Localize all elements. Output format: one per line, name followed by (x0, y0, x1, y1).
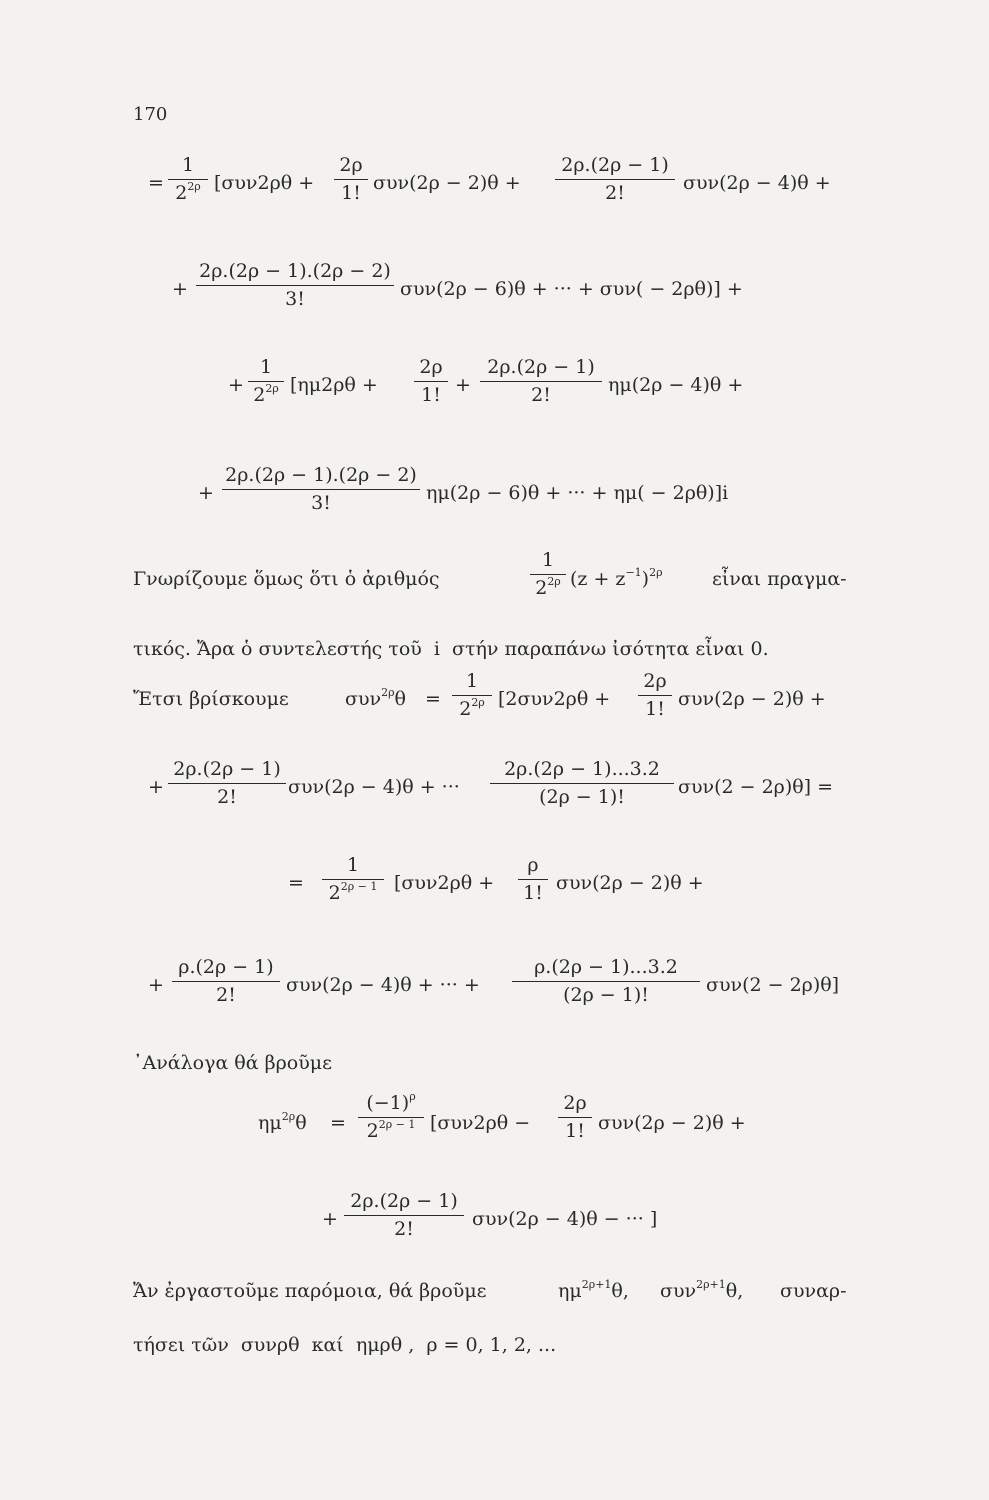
fraction: 2ρ 1! (638, 672, 672, 719)
fraction-1-over-2-2p: 1 $2^{2\rho}$ (530, 551, 566, 598)
expression-text: $\eta\mu^{2\rho}\theta$ (258, 1110, 307, 1134)
expression-text: συν(2 − 2ρ)θ] = (678, 776, 834, 798)
expression-text: ημ(2ρ − 6)θ + ··· + ημ( − 2ρθ)]i (426, 482, 729, 504)
expression-text: [συν2ρθ + (394, 872, 495, 894)
fraction: ρ 1! (518, 856, 548, 903)
plus-sign: + (148, 974, 164, 996)
fraction-1-over-2-2p: 1 $2^{2\rho}$ (168, 156, 208, 203)
plus-sign: + (322, 1208, 338, 1230)
equals-sign: = (330, 1112, 346, 1134)
expression-text: συν(2ρ − 2)θ + (556, 872, 704, 894)
fraction-1-over-2-2p-1: 1 $2^{2\rho - 1}$ (322, 856, 384, 903)
equals-sign: = (425, 688, 441, 710)
expression-text: συν$^{2\rho+1}$θ, (660, 1278, 744, 1302)
plus-sign: + (198, 482, 214, 504)
expression-text: συν$^{2\rho}$θ (345, 686, 406, 710)
expression-text: [συν2ρθ + (214, 172, 315, 194)
plus-sign: + (228, 374, 244, 396)
fraction: ρ.(2ρ − 1)...3.2 (2ρ − 1)! (512, 958, 700, 1005)
expression-text: συν(2ρ − 2)θ + (373, 172, 521, 194)
fraction: 2ρ.(2ρ − 1).(2ρ − 2) 3! (196, 262, 394, 309)
paragraph-text: ᾿Ανάλογα θά βροῦμε (133, 1052, 332, 1074)
expression-text: [2συν2ρθ + (498, 688, 611, 710)
paragraph-text: τικός. Ἄρα ὁ συντελεστής τοῦ i στήν παραπάνω ἰσότητα εἶναι 0. (133, 638, 769, 660)
plus-sign: + (172, 278, 188, 300)
paragraph-text: τήσει τῶν συνρθ καί ημρθ , ρ = 0, 1, 2, ... (133, 1334, 557, 1356)
expression-text: $(z + z^{-1})^{2\rho}$ (570, 566, 663, 590)
expression-text: συν(2ρ − 4)θ − ··· ] (472, 1208, 658, 1230)
paragraph-text: συναρ- (780, 1280, 847, 1302)
fraction: 2ρ 1! (334, 156, 368, 203)
paragraph-text: Ἄν ἐργαστοῦμε παρόμοια, θά βροῦμε (133, 1280, 487, 1302)
paragraph-text: Ἔτσι βρίσκουμε (133, 688, 289, 710)
expression-text: συν(2ρ − 6)θ + ··· + συν( − 2ρθ)] + (400, 278, 743, 300)
fraction-1-over-2-2p: 1 $2^{2\rho}$ (248, 358, 284, 405)
paragraph-text: εἶναι πραγμα- (712, 568, 847, 590)
fraction: ρ.(2ρ − 1) 2! (172, 958, 280, 1005)
expression-text: συν(2ρ − 4)θ + (683, 172, 831, 194)
fraction: 2ρ.(2ρ − 1) 2! (168, 760, 286, 807)
equals-sign: = (148, 172, 164, 194)
fraction-1-over-2-2p: 1 $2^{2\rho}$ (452, 672, 492, 719)
expression-text: συν(2ρ − 4)θ + ··· + (286, 974, 480, 996)
fraction: 2ρ 1! (558, 1094, 592, 1141)
expression-text: [ημ2ρθ + (290, 374, 378, 396)
fraction: 2ρ.(2ρ − 1) 2! (344, 1192, 464, 1239)
equals-sign: = (288, 872, 304, 894)
expression-text: [συν2ρθ − (430, 1112, 531, 1134)
fraction: 2ρ 1! (414, 358, 448, 405)
fraction: 2ρ.(2ρ − 1)...3.2 (2ρ − 1)! (490, 760, 674, 807)
plus-sign: + (455, 374, 471, 396)
page-number: 170 (133, 104, 168, 125)
fraction-neg1-p-over-2-2p-1: $(-1)^\rho$ $2^{2\rho - 1}$ (358, 1094, 424, 1141)
fraction: 2ρ.(2ρ − 1).(2ρ − 2) 3! (222, 466, 420, 513)
fraction: 2ρ.(2ρ − 1) 2! (480, 358, 602, 405)
expression-text: $\eta\mu^{2\rho+1}\theta$, (558, 1278, 629, 1302)
expression-text: συν(2ρ − 2)θ + (598, 1112, 746, 1134)
fraction: 2ρ.(2ρ − 1) 2! (555, 156, 675, 203)
paragraph-text: Γνωρίζουμε ὅμως ὅτι ὁ ἀριθμός (133, 568, 440, 590)
expression-text: ημ(2ρ − 4)θ + (608, 374, 744, 396)
expression-text: συν(2ρ − 4)θ + ··· (288, 776, 460, 798)
expression-text: συν(2 − 2ρ)θ] (706, 974, 840, 996)
plus-sign: + (148, 776, 164, 798)
expression-text: συν(2ρ − 2)θ + (678, 688, 826, 710)
